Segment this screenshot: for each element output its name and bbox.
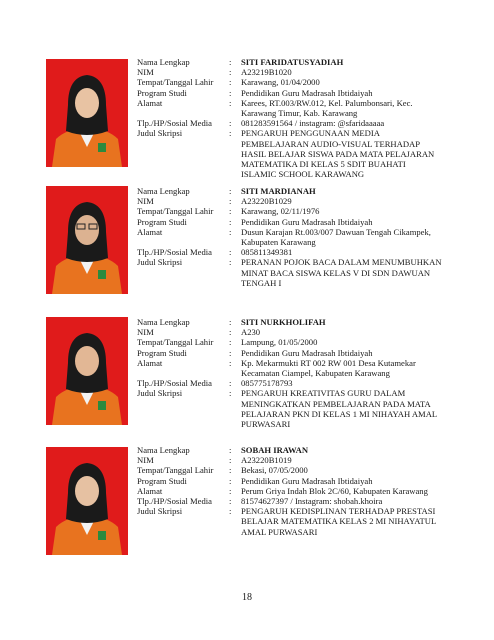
colon: : <box>229 257 232 268</box>
thesis-line: PENGARUH KEDISPLINAN TERHADAP PRESTASI <box>241 506 436 517</box>
colon: : <box>229 337 232 348</box>
label-program: Program Studi <box>137 87 187 98</box>
portrait-image <box>46 186 128 294</box>
colon: : <box>229 357 232 368</box>
student-address <box>241 227 482 247</box>
student-birth: Karawang, 02/11/1976 <box>241 206 320 217</box>
student-name: SITI FARIDATUSYADIAH <box>241 57 344 67</box>
student-program: Pendidikan Guru Madrasah Ibtidaiyah <box>241 347 373 358</box>
thesis-line: BELAJAR MATEMATIKA KELAS 2 MI NIHAYATUL <box>241 516 437 527</box>
label-nim: NIM <box>137 196 154 207</box>
colon: : <box>229 226 232 237</box>
colon: : <box>229 118 232 129</box>
student-address <box>241 358 482 378</box>
colon: : <box>229 378 232 389</box>
label-program: Program Studi <box>137 347 187 358</box>
label-address: Alamat <box>137 226 163 237</box>
thesis-line: PERANAN POJOK BACA DALAM MENUMBUHKAN <box>241 257 442 268</box>
colon: : <box>229 97 232 108</box>
page-number: 18 <box>242 592 252 603</box>
colon: : <box>229 216 232 227</box>
address-line: Kabupaten Karawang <box>241 237 316 248</box>
colon: : <box>229 485 232 496</box>
address-line: Kecamatan Ciampel, Kabupaten Karawang <box>241 368 390 379</box>
label-thesis: Judul Skripsi <box>137 257 183 268</box>
label-thesis: Judul Skripsi <box>137 506 183 517</box>
student-thesis <box>241 506 482 537</box>
address-line: Karawang Timur, Kab. Karawang <box>241 108 358 119</box>
student-photo <box>46 59 128 167</box>
label-nim: NIM <box>137 67 154 78</box>
student-name: SITI MARDIANAH <box>241 186 316 196</box>
address-line: Karees, RT.003/RW.012, Kel. Palumbonsari, Kec. <box>241 97 413 108</box>
student-program: Pendidikan Guru Madrasah Ibtidaiyah <box>241 475 373 486</box>
student-address <box>241 486 482 496</box>
label-nim: NIM <box>137 455 154 466</box>
thesis-line: MINAT BACA SISWA KELAS V DI SDN DAWUAN <box>241 267 431 278</box>
colon: : <box>229 506 232 517</box>
label-address: Alamat <box>137 97 163 108</box>
label-address: Alamat <box>137 485 163 496</box>
student-contact: 081283591564 / instagram: @sfaridaaaaa <box>241 118 385 129</box>
label-nim: NIM <box>137 327 154 338</box>
student-birth: Bekasi, 07/05/2000 <box>241 465 308 476</box>
thesis-line: HASIL BELAJAR SISWA PADA MATA PELAJARAN <box>241 148 435 159</box>
colon: : <box>229 196 232 207</box>
address-line: Dusun Karajan Rt.003/007 Dawuan Tengah Cikampek, <box>241 226 431 237</box>
label-name: Nama Lengkap <box>137 317 190 327</box>
colon: : <box>229 128 232 139</box>
student-info <box>137 317 482 429</box>
colon: : <box>229 87 232 98</box>
portrait-image <box>46 317 128 425</box>
student-thesis <box>241 128 482 179</box>
colon: : <box>229 247 232 258</box>
label-birth: Tempat/Tanggal Lahir <box>137 337 214 348</box>
student-nim: A23220B1019 <box>241 455 292 466</box>
thesis-line: PURWASARI <box>241 419 291 430</box>
thesis-line: PENGARUH KREATIVITAS GURU DALAM <box>241 388 406 399</box>
label-name: Nama Lengkap <box>137 445 190 455</box>
thesis-line: PELAJARAN PKN DI KELAS 1 MI NIHAYAH AMAL <box>241 408 438 419</box>
label-address: Alamat <box>137 357 163 368</box>
colon: : <box>229 57 232 67</box>
student-birth: Lampung, 01/05/2000 <box>241 337 318 348</box>
student-photo <box>46 186 128 294</box>
thesis-line: AMAL PURWASARI <box>241 526 318 537</box>
label-birth: Tempat/Tanggal Lahir <box>137 77 214 88</box>
student-name: SOBAH IRAWAN <box>241 445 309 455</box>
label-contact: Tlp./HP/Sosial Media <box>137 247 212 258</box>
label-contact: Tlp./HP/Sosial Media <box>137 118 212 129</box>
label-program: Program Studi <box>137 216 187 227</box>
label-contact: Tlp./HP/Sosial Media <box>137 496 212 507</box>
colon: : <box>229 445 232 455</box>
colon: : <box>229 496 232 507</box>
portrait-image <box>46 59 128 167</box>
colon: : <box>229 388 232 399</box>
address-line: Kp. Mekarmukti RT 002 RW 001 Desa Kutamekar <box>241 357 416 368</box>
student-program: Pendidikan Guru Madrasah Ibtidaiyah <box>241 216 373 227</box>
colon: : <box>229 186 232 196</box>
student-nim: A23220B1029 <box>241 196 292 207</box>
student-address <box>241 98 482 118</box>
colon: : <box>229 67 232 78</box>
colon: : <box>229 327 232 338</box>
address-line: Perum Griya Indah Blok 2C/60, Kabupaten Karawang <box>241 485 428 496</box>
colon: : <box>229 475 232 486</box>
student-thesis <box>241 257 482 288</box>
student-photo <box>46 447 128 555</box>
student-contact: 085811349381 <box>241 247 293 258</box>
label-contact: Tlp./HP/Sosial Media <box>137 378 212 389</box>
label-name: Nama Lengkap <box>137 186 190 196</box>
student-thesis <box>241 388 482 429</box>
label-program: Program Studi <box>137 475 187 486</box>
student-contact: 085775178793 <box>241 378 293 389</box>
colon: : <box>229 206 232 217</box>
thesis-line: PENGARUH PENGGUNAAN MEDIA <box>241 128 380 139</box>
colon: : <box>229 317 232 327</box>
thesis-line: MATEMATIKA DI KELAS 5 SDIT BUAHATI <box>241 159 406 170</box>
student-photo <box>46 317 128 425</box>
thesis-line: ISLAMIC SCHOOL KARAWANG <box>241 169 365 180</box>
student-info <box>137 57 482 179</box>
student-contact: 81574627397 / Instagram: shobah.khoira <box>241 496 383 507</box>
student-info <box>137 445 482 537</box>
student-program: Pendidikan Guru Madrasah Ibtidaiyah <box>241 87 373 98</box>
student-info <box>137 186 482 288</box>
label-name: Nama Lengkap <box>137 57 190 67</box>
label-thesis: Judul Skripsi <box>137 388 183 399</box>
label-thesis: Judul Skripsi <box>137 128 183 139</box>
label-birth: Tempat/Tanggal Lahir <box>137 206 214 217</box>
thesis-line: PEMBELAJARAN AUDIO-VISUAL TERHADAP <box>241 138 421 149</box>
student-nim: A23219B1020 <box>241 67 292 78</box>
portrait-image <box>46 447 128 555</box>
label-birth: Tempat/Tanggal Lahir <box>137 465 214 476</box>
colon: : <box>229 347 232 358</box>
student-birth: Karawang, 01/04/2000 <box>241 77 320 88</box>
student-nim: A230 <box>241 327 261 338</box>
colon: : <box>229 455 232 466</box>
thesis-line: TENGAH I <box>241 277 282 288</box>
colon: : <box>229 465 232 476</box>
thesis-line: MENINGKATKAN PEMBELAJARAN PADA MATA <box>241 398 431 409</box>
colon: : <box>229 77 232 88</box>
student-name: SITI NURKHOLIFAH <box>241 317 326 327</box>
